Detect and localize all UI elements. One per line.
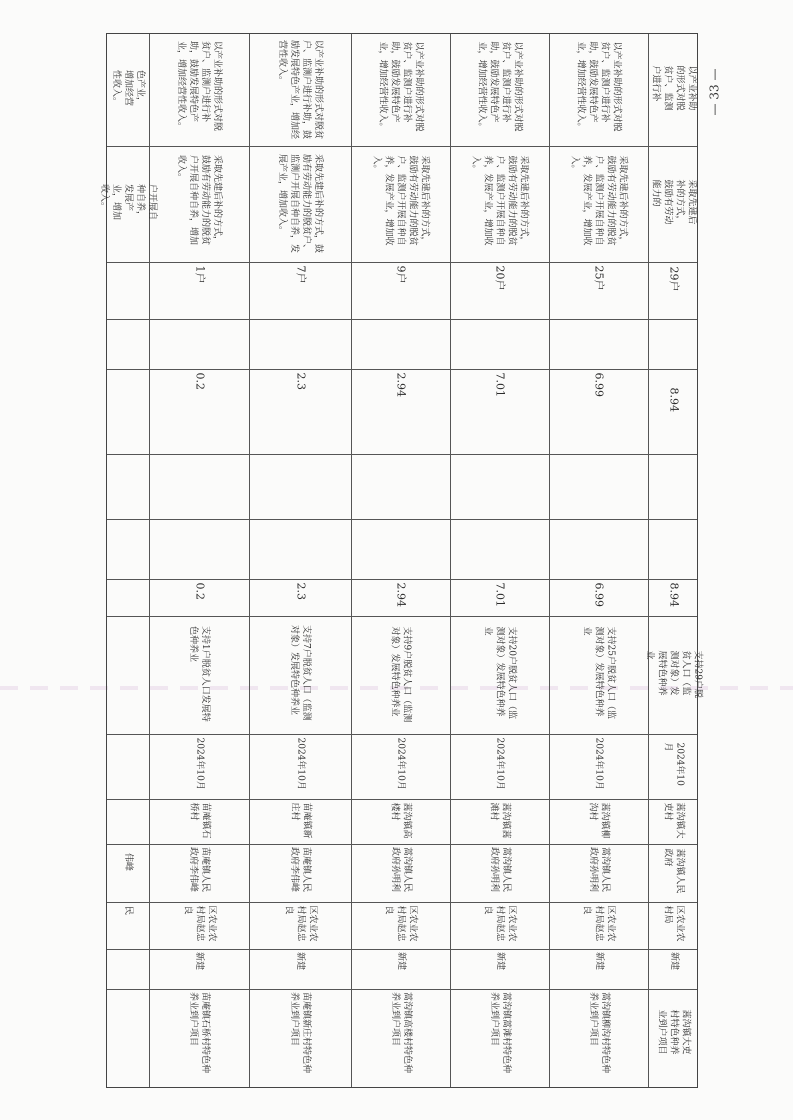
row-6-fund <box>649 580 698 615</box>
row-4-resp <box>451 845 548 901</box>
row-1-benefit-text: 以产业补助的形式对脱贫户、监测户进行补助，鼓励发展特色产业，增加经营性收入。 <box>176 41 222 132</box>
row-2-location-text: 苗庵镇新庄村 <box>289 802 311 839</box>
row-3-fund-text: 2.94 <box>394 582 408 607</box>
row-1-time-text: 2024年10月 <box>194 737 204 790</box>
page-number: — 33 — <box>707 68 721 116</box>
row-5-benefit <box>550 35 647 145</box>
row-3-dept <box>352 903 449 948</box>
row-3-time <box>352 735 449 798</box>
row-5-type-text: 新建 <box>593 952 604 971</box>
row-2-type-text: 新建 <box>295 952 305 971</box>
row-1-time <box>150 735 248 798</box>
row-3-benefit <box>352 35 449 145</box>
row-1-fund-text: 0.2 <box>193 582 206 600</box>
row-2-total-text: 2.3 <box>294 372 307 390</box>
row-6-type-text: 新建 <box>668 952 679 971</box>
row-6-total-text: 8.94 <box>667 387 681 412</box>
row-1-total <box>150 370 248 453</box>
row-3-total <box>352 370 449 453</box>
row-1-count-text: 1户 <box>193 265 206 283</box>
column-divider <box>107 519 697 520</box>
row-6-dept <box>649 903 698 948</box>
row-4-count <box>451 263 548 318</box>
row-1-resp-text: 苗庵镇人民政府李伟峰 <box>188 847 210 893</box>
row-3-type-text: 新建 <box>395 952 406 971</box>
row-3-project-text: 蒿沟镇高楼村特色种养业到户项目 <box>389 992 412 1074</box>
row-2-benefit <box>250 35 350 145</box>
row-6-project <box>649 990 698 1078</box>
row-2-dept <box>250 903 350 948</box>
header-resp-text: 伟峰 <box>123 853 133 872</box>
header-dept <box>108 903 148 948</box>
row-2-time-text: 2024年10月 <box>295 737 305 790</box>
row-2-benefit-text: 以产业补助的形式对脱贫户、监测户进行补助，鼓励发展特色产业，增加经营性收入。 <box>277 40 323 140</box>
row-1-dept <box>150 903 248 948</box>
row-3-benefit-text: 以产业补助的形式对脱贫户、监测户进行补助，鼓励发展特色产业，增加经营性收入。 <box>377 41 424 132</box>
row-6-time-text: 2024年10月 <box>662 742 685 786</box>
row-3-mechanism-text: 采取先建后补的方式，鼓励有劳动能力的脱贫户、监测户开展自种自养，发展产业，增加收入。 <box>371 155 430 246</box>
row-1-location-text: 苗庵镇石桥村 <box>188 802 210 839</box>
row-1-content <box>150 617 248 733</box>
row-6-location-text: 蒿沟镇大吏村 <box>662 802 685 839</box>
row-2-dept-text: 区农业农村局赵忠良 <box>283 905 317 942</box>
row-4-location <box>451 800 548 843</box>
row-1-location <box>150 800 248 843</box>
row-4-benefit <box>451 35 548 145</box>
row-2-total <box>250 370 350 453</box>
row-4-project-text: 蒿沟镇蒿滩村特色种养业到户项目 <box>488 992 511 1074</box>
row-3-mechanism <box>352 147 449 261</box>
row-6-mechanism <box>649 147 698 261</box>
row-1-type <box>150 950 248 988</box>
column-divider <box>107 454 697 455</box>
row-2-content-text: 支持7户脱贫人口（监测对象）发展特色种养业 <box>289 625 311 721</box>
row-5-fund <box>550 580 647 615</box>
row-3-total-text: 2.94 <box>394 372 408 397</box>
row-3-location-text: 蒿沟镇高楼村 <box>389 802 412 839</box>
row-1-fund <box>150 580 248 615</box>
row-3-dept-text: 区农业农村局赵忠良 <box>383 905 418 942</box>
header-resp <box>108 845 148 901</box>
row-4-time-text: 2024年10月 <box>494 737 505 790</box>
project-table <box>99 33 703 1088</box>
row-1-project-text: 苗庵镇石桥村特色种养业到户项目 <box>188 992 210 1074</box>
row-6-mechanism-text: 采取先建后补的方式，鼓励有劳动能力的 <box>650 179 697 225</box>
row-4-total <box>451 370 548 453</box>
row-5-count <box>550 263 647 318</box>
row-1-content-text: 支持1户脱贫人口发展特色种养业 <box>188 626 210 722</box>
header-dept-text: 民 <box>123 905 133 915</box>
row-5-project-text: 蒿沟镇柳沟村特色种养业到户项目 <box>587 992 610 1074</box>
row-4-time <box>451 735 548 798</box>
row-5-type <box>550 950 647 988</box>
row-2-time <box>250 735 350 798</box>
row-1-dept-text: 区农业农村局赵忠良 <box>182 905 216 942</box>
row-3-resp <box>352 845 449 901</box>
row-1-count <box>150 263 248 318</box>
row-5-benefit-text: 以产业补助的形式对脱贫户、监测户进行补助，鼓励发展特色产业，增加经营性收入。 <box>575 41 622 132</box>
row-1-benefit <box>150 35 248 145</box>
row-2-mechanism-text: 采取先建后补的方式，鼓励有劳动能力的脱贫户、监测户开展自种自养，发展产业，增加收入。 <box>277 154 323 254</box>
row-5-resp-text: 蒿沟镇人民政府孙明利 <box>587 847 610 893</box>
row-6-dept-text: 区农业农村局 <box>662 905 685 942</box>
row-5-count-text: 25户 <box>592 265 606 290</box>
row-1-project <box>150 990 248 1078</box>
row-6-resp <box>649 845 698 901</box>
row-2-fund <box>250 580 350 615</box>
row-3-fund <box>352 580 449 615</box>
row-2-count-text: 7户 <box>294 265 307 283</box>
row-5-total-text: 6.99 <box>592 372 606 397</box>
row-3-content-text: 支持9户脱贫人口（监测对象）发展特色种养业 <box>389 626 412 723</box>
row-2-count <box>250 263 350 318</box>
row-2-location <box>250 800 350 843</box>
row-2-resp <box>250 845 350 901</box>
row-2-content <box>250 617 350 733</box>
row-3-type <box>352 950 449 988</box>
row-4-location-text: 蒿沟镇蒿滩村 <box>488 802 511 839</box>
row-5-location <box>550 800 647 843</box>
row-4-mechanism-text: 采取先建后补的方式，鼓励有劳动能力的脱贫户、监测户开展自种自养，发展产业，增加收入。 <box>470 155 529 246</box>
row-2-project-text: 苗庵镇新庄村特色种养业到户项目 <box>289 992 311 1074</box>
row-6-resp-text: 蒿沟镇人民政府 <box>662 848 685 894</box>
row-6-benefit-text: 以产业补助的形式对脱贫户、监测户进行补 <box>650 65 697 111</box>
row-4-mechanism <box>451 147 548 261</box>
row-5-location-text: 蒿沟镇柳沟村 <box>587 802 610 839</box>
row-3-count <box>352 263 449 318</box>
row-2-resp-text: 苗庵镇人民政府李伟峰 <box>289 847 311 893</box>
fragment-benefit-text: 色产业，增加经营性收入。 <box>111 70 145 107</box>
row-6-count <box>649 263 698 318</box>
row-5-content-text: 支持25户脱贫人口（监测对象）发展特色种养业 <box>581 626 616 719</box>
row-4-benefit-text: 以产业补助的形式对脱贫户、监测户进行补助，鼓励发展特色产业，增加经营性收入。 <box>476 41 523 132</box>
row-1-type-text: 新建 <box>194 952 204 971</box>
row-5-mechanism <box>550 147 647 261</box>
row-3-location <box>352 800 449 843</box>
row-5-dept <box>550 903 647 948</box>
row-5-resp <box>550 845 647 901</box>
row-4-resp-text: 蒿沟镇人民政府孙明利 <box>488 847 511 893</box>
row-1-resp <box>150 845 248 901</box>
row-5-time <box>550 735 647 798</box>
row-6-fund-text: 8.94 <box>667 582 681 607</box>
row-6-time <box>649 735 698 798</box>
row-4-content <box>451 617 548 733</box>
fragment-mechanism-text: 户开展自种自养，发展产业，增加收入。 <box>99 184 157 221</box>
row-3-resp-text: 蒿沟镇人民政府孙明利 <box>389 847 412 893</box>
row-5-total <box>550 370 647 453</box>
row-6-content-text: 支持29户脱贫人口（监测对象）发展特色种养业 <box>644 650 703 698</box>
row-4-dept <box>451 903 548 948</box>
row-1-total-text: 0.2 <box>193 372 206 390</box>
row-5-project <box>550 990 647 1078</box>
fragment-mechanism <box>99 147 157 261</box>
row-4-type-text: 新建 <box>494 952 505 971</box>
row-6-location <box>649 800 698 843</box>
row-5-content <box>550 617 647 733</box>
row-6-content <box>644 617 703 733</box>
row-1-mechanism <box>150 147 248 261</box>
row-6-project-text: 蒿沟镇大吏村特色种养业到户项目 <box>656 1009 691 1055</box>
row-1-mechanism-text: 采取先建后补的方式，鼓励有劳动能力的脱贫户开展自种自养，增加收入。 <box>176 155 222 246</box>
fragment-benefit <box>108 35 148 145</box>
row-5-time-text: 2024年10月 <box>593 737 604 790</box>
row-6-count-text: 29户 <box>667 266 681 291</box>
row-2-type <box>250 950 350 988</box>
row-5-mechanism-text: 采取先建后补的方式，鼓励有劳动能力的脱贫户、监测户开展自种自养，发展产业，增加收入。 <box>569 155 628 246</box>
row-4-dept-text: 区农业农村局赵忠良 <box>482 905 517 942</box>
row-4-fund-text: 7.01 <box>493 582 507 607</box>
row-3-content <box>352 617 449 733</box>
row-4-count-text: 20户 <box>493 265 507 290</box>
row-2-project <box>250 990 350 1078</box>
row-6-type <box>649 950 698 988</box>
row-4-type <box>451 950 548 988</box>
row-4-fund <box>451 580 548 615</box>
row-6-total <box>649 370 698 453</box>
row-6-benefit <box>649 35 698 145</box>
row-2-mechanism <box>250 147 350 261</box>
row-4-content-text: 支持20户脱贫人口（监测对象）发展特色种养业 <box>482 626 517 719</box>
row-4-total-text: 7.01 <box>493 372 507 397</box>
row-3-count-text: 9户 <box>394 265 408 283</box>
row-5-dept-text: 区农业农村局赵忠良 <box>581 905 616 942</box>
column-divider <box>107 319 697 320</box>
row-3-project <box>352 990 449 1078</box>
row-2-fund-text: 2.3 <box>294 582 307 600</box>
row-5-fund-text: 6.99 <box>592 582 606 607</box>
row-3-time-text: 2024年10月 <box>395 737 406 790</box>
row-4-project <box>451 990 548 1078</box>
